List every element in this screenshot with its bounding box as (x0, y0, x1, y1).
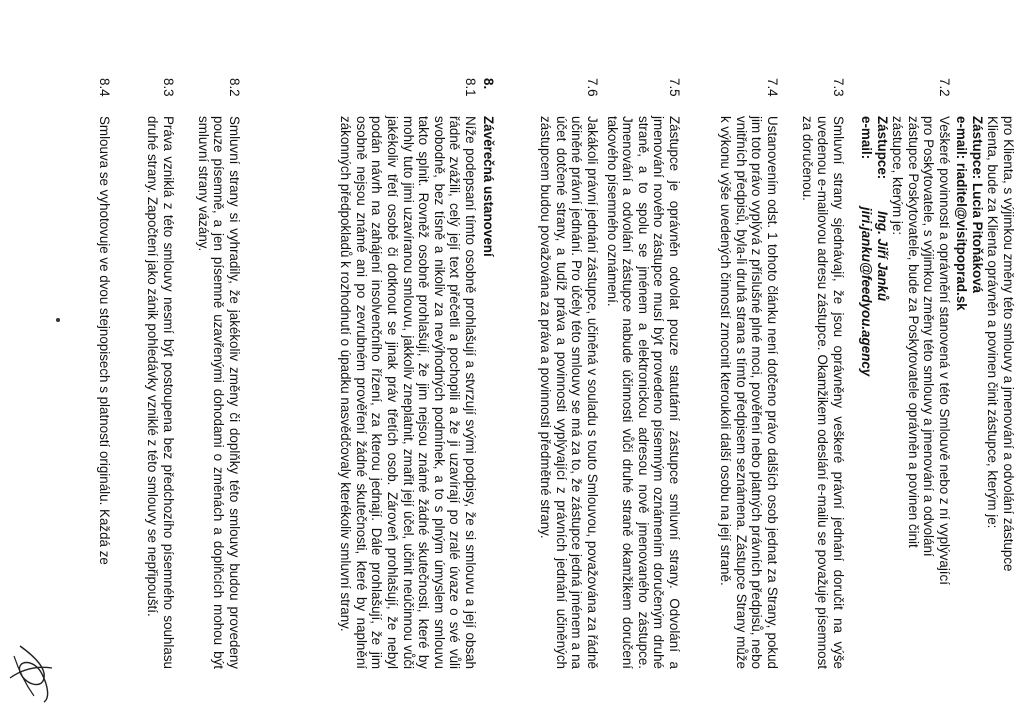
section-number: 8.1 (463, 78, 478, 97)
email-label: e-mail: (859, 116, 875, 160)
paragraph-line: Klienta, bude za Klienta oprávněn a povinen činit zástupce, kterým je: (985, 116, 1001, 529)
section-text: Jakákoli právní jednání zástupce, učiněná v souladu s touto Smlouvou, považována za řádně učiněné právní jednání. Pro účely této smlouvy se má za to, že zástupce jedná jménem a na účet dotčené strany, a tudíž práva a povinnosti vyplývající z právních jednání učiněných zástupcem budou považována za práva a povinnosti předmětné strany. (538, 116, 600, 669)
section-number: 7.2 (937, 78, 952, 97)
handwritten-initials (4, 638, 64, 708)
client-representative-email: e-mail: riaditel@visitpoprad.sk (954, 116, 970, 311)
section-text: Smlouva se vyhotovuje ve dvou stejnopisech s platností originálu. Každá ze (97, 116, 112, 565)
paragraph-line: pro Poskytovatele, s výjimkou změny této smlouvy a jmenování a odvolání (921, 116, 937, 557)
section-number: 7.5 (667, 78, 682, 97)
section-number: 8. (481, 78, 496, 90)
section-text: Smluvní strany sjednávají, že jsou oprávněny veškeré právní jednání doručit na výše uvedenou e-mailovou adresu zástupce. Okamžikem odeslání e-mailu se považuje písemnost za doručenou. (799, 116, 846, 669)
representative-name: Ing. Jiří Janků (874, 210, 890, 302)
provider-representative-email (858, 116, 874, 669)
section-text: Ustanovením odst. 1 tohoto článku není dotčeno právo dalších osob jednat za Strany, pokud jim toto právo vyplývá z příslušné plné moci, pověření nebo platných právních předpisů, nebo vnitřních předpisů, byla-li druhá strana s tímto předpisem seznámena. Zástupce Strany může k výkonu výše uvedených činností zmocnit kteroukoli další osobu na její straně. (718, 116, 780, 669)
email-value: jiri.janku@feedyou.agency (859, 206, 875, 377)
paragraph-line: zástupce Poskytovatele, bude za Poskytovatele oprávněn a povinen činit (905, 116, 921, 548)
section-text: Smluvní strany si vyhradily, že jakékoliv změny či doplňky této smlouvy budou provedeny pouze písemně, a jen písemně uzavřenými dohodami o změnách a doplňcích mohou být smluvní strany vázány. (195, 116, 242, 669)
section-heading: Závěrečná ustanovení (481, 116, 496, 257)
client-representative: Zástupce: Lucia Pitoňáková (969, 116, 985, 294)
section-text: Práva vzniklá z této smlouvy nesmí být postoupena bez předchozího písemného souhlasu druhé strany. Započtení jako zánik pohledávky vzniklé z této smlouvy se nepřipouští. (145, 116, 176, 669)
section-text: Níže podepsaní tímto osobně prohlašují a stvrzují svými podpisy, že si smlouvu a její obsah řádně zvážili, celý její text přečetli a pochopili a že ji uzavírají po zralé úvaze o své vůli svobodně, bez tísně a nikoliv za nevýhodných podmínek, a to s plným úmyslem smlouvu takto splnit. Rovněž osobně prohlašují, že jim nejsou známé žádné skutečnosti, které by mohly tuto jimi uzavíranou smlouvu, jakkoliv zneplatnit, zmařit její účel, učinit neúčinnou vůči jakékoliv třetí osobě či dotknout se jinak práv třetích osob. Zároveň prohlašují, že nebyl podán návrh na zahájení insolvenčního řízení, za kterou jednají. Dále prohlašují, že jim osobně nejsou známé ani po zevrubném prověření žádné skutečnosti, které by naplnění zákonných předpokladů k rozhodnutí o úpadku nasvědčovaly kterékoliv smluvní strany. (338, 116, 478, 669)
paragraph-line: Veškeré povinnosti a oprávnění stanovená v této Smlouvě nebo z ní vyplývající (937, 116, 952, 585)
section-number: 7.3 (831, 78, 846, 97)
section-number: 7.6 (585, 78, 600, 97)
section-number: 8.3 (161, 78, 176, 97)
section-number: 8.2 (227, 78, 242, 97)
section-text: Zástupce je oprávněn odvolat pouze statutární zástupce smluvní strany. Odvolání a jmenování nového zástupce musí být provedeno písemným oznámením doručeným druhé straně, a to spolu se jménem a elektronickou adresou nově jmenovaného zástupce. Jmenování a odvolání zástupce nabude účinnosti vůči druhé straně okamžikem doručení takového písemného oznámení. (604, 116, 682, 669)
section-number: 7.4 (765, 78, 780, 97)
section-number: 8.4 (97, 78, 112, 97)
representative-label: Zástupce: (874, 116, 890, 180)
scan-speck (56, 318, 60, 322)
paragraph-line: zástupce, kterým je: (890, 116, 906, 236)
provider-representative (874, 116, 890, 669)
paragraph-line: pro Klienta, s výjimkou změny této smlouvy a jmenování a odvolání zástupce (1001, 116, 1016, 572)
